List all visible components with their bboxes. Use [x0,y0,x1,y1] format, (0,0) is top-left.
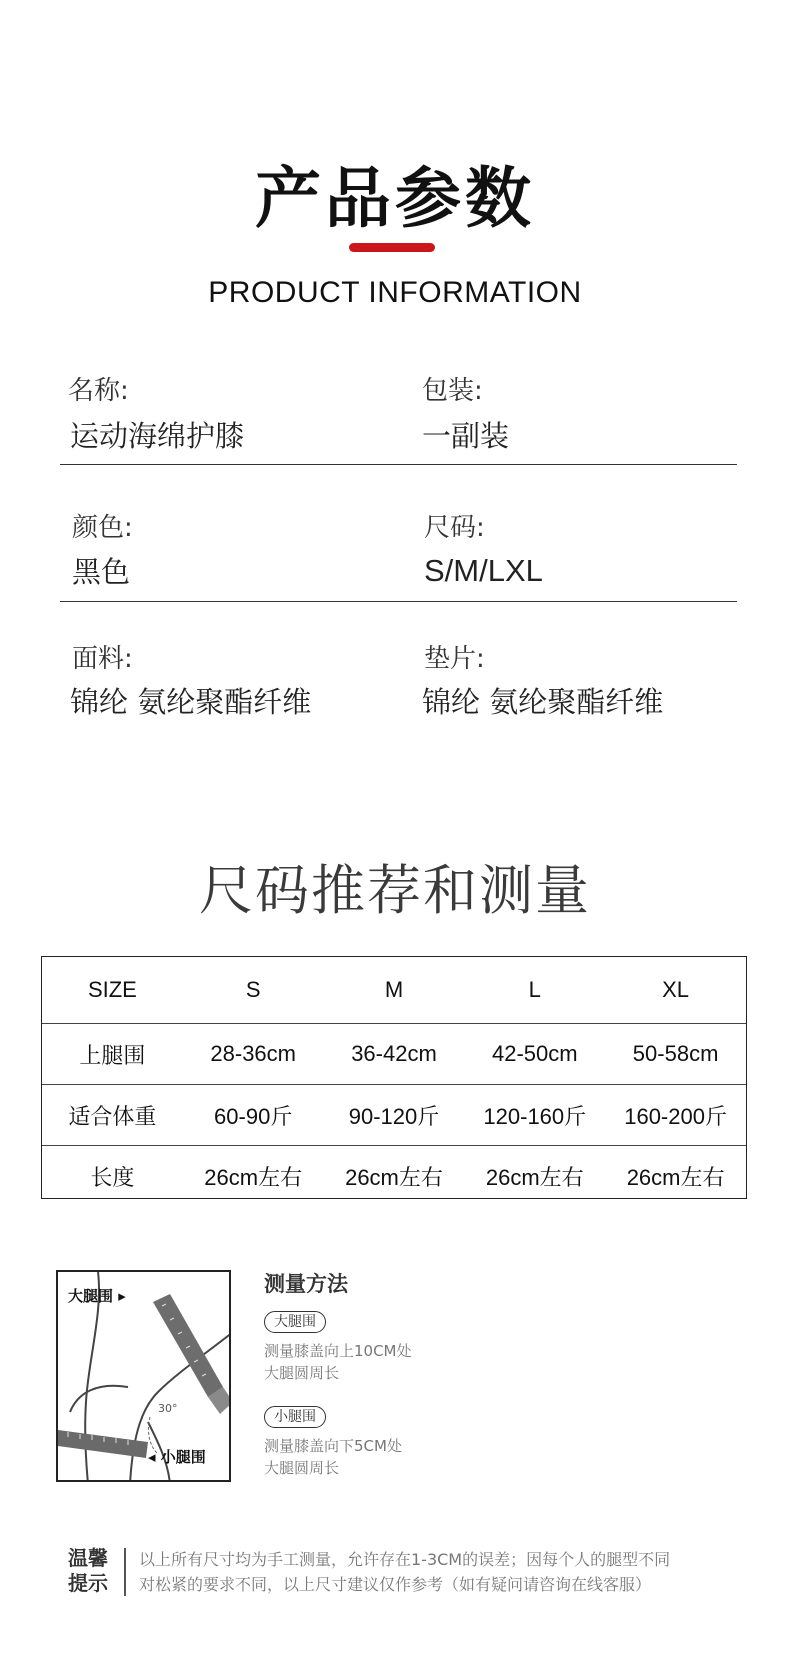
color-label: 颜色: [72,513,133,543]
size-label: 尺码: [424,513,485,543]
thigh-label: 大腿围 ▸ [68,1287,126,1305]
calf-pill: 小腿围 [264,1406,326,1428]
table-row [42,1085,746,1146]
table-cell: 适合体重 [42,1085,183,1146]
table-row [42,1024,746,1085]
table-cell: 26cm左右 [464,1146,605,1207]
tip-heading-line-1: 温馨 [68,1546,108,1570]
name-label: 名称: [68,376,129,406]
calf-desc-line-1: 测量膝盖向下5CM处 [264,1437,402,1455]
table-cell: 26cm左右 [183,1146,324,1207]
title-accent-bar [349,243,435,252]
tip-line-1: 以上所有尺寸均为手工测量，允许存在1-3CM的误差；因每个人的腿型不同 [139,1550,671,1569]
tip-separator [124,1548,126,1596]
package-value: 一副装 [422,419,510,453]
info-divider [60,601,737,602]
table-header-cell: M [384,977,404,1002]
info-divider [60,464,737,465]
package-label: 包装: [422,376,483,406]
table-cell: 160-200斤 [605,1085,746,1146]
size-table [41,956,747,1199]
tip-line-2: 对松紧的要求不同，以上尺寸建议仅作参考（如有疑问请咨询在线客服） [139,1575,652,1594]
pad-value: 锦纶 氨纶聚酯纤维 [422,685,664,719]
table-row [42,1146,746,1207]
angle-label: 30° [158,1402,178,1415]
page-title: 产品参数 [255,160,535,237]
calf-desc-line-2: 大腿圆周长 [264,1459,340,1477]
calf-label: ◂ 小腿围 [148,1448,206,1466]
tip-heading-line-2: 提示 [68,1571,108,1595]
table-cell: 36-42cm [324,1024,465,1085]
page-subtitle: PRODUCT INFORMATION [208,276,582,309]
table-cell: 26cm左右 [605,1146,746,1207]
thigh-desc-line-2: 大腿圆周长 [264,1364,340,1382]
table-cell: 90-120斤 [324,1085,465,1146]
table-cell: 60-90斤 [183,1085,324,1146]
thigh-desc-line-1: 测量膝盖向上10CM处 [264,1342,412,1360]
fabric-value: 锦纶 氨纶聚酯纤维 [70,685,312,719]
size-value: S/M/LXL [424,553,543,588]
table-cell: 上腿围 [42,1024,183,1085]
table-cell: 120-160斤 [464,1085,605,1146]
table-cell: 42-50cm [464,1024,605,1085]
tip-text [139,1547,759,1597]
table-header-row [42,957,746,1024]
table-cell: 28-36cm [183,1024,324,1085]
table-header-cell: XL [662,977,690,1002]
table-header-cell: L [528,977,541,1002]
fabric-label: 面料: [72,644,133,674]
table-cell: 长度 [42,1146,183,1207]
tip-heading [64,1546,112,1596]
name-value: 运动海绵护膝 [70,419,245,453]
table-header-cell: SIZE [87,977,137,1002]
method-title: 测量方法 [264,1272,348,1296]
size-section-title: 尺码推荐和测量 [199,859,591,922]
table-cell: 26cm左右 [324,1146,465,1207]
table-cell: 50-58cm [605,1024,746,1085]
thigh-pill: 大腿围 [264,1311,326,1333]
table-header-cell: S [245,977,261,1002]
pad-label: 垫片: [424,644,485,674]
color-value: 黑色 [72,555,131,589]
